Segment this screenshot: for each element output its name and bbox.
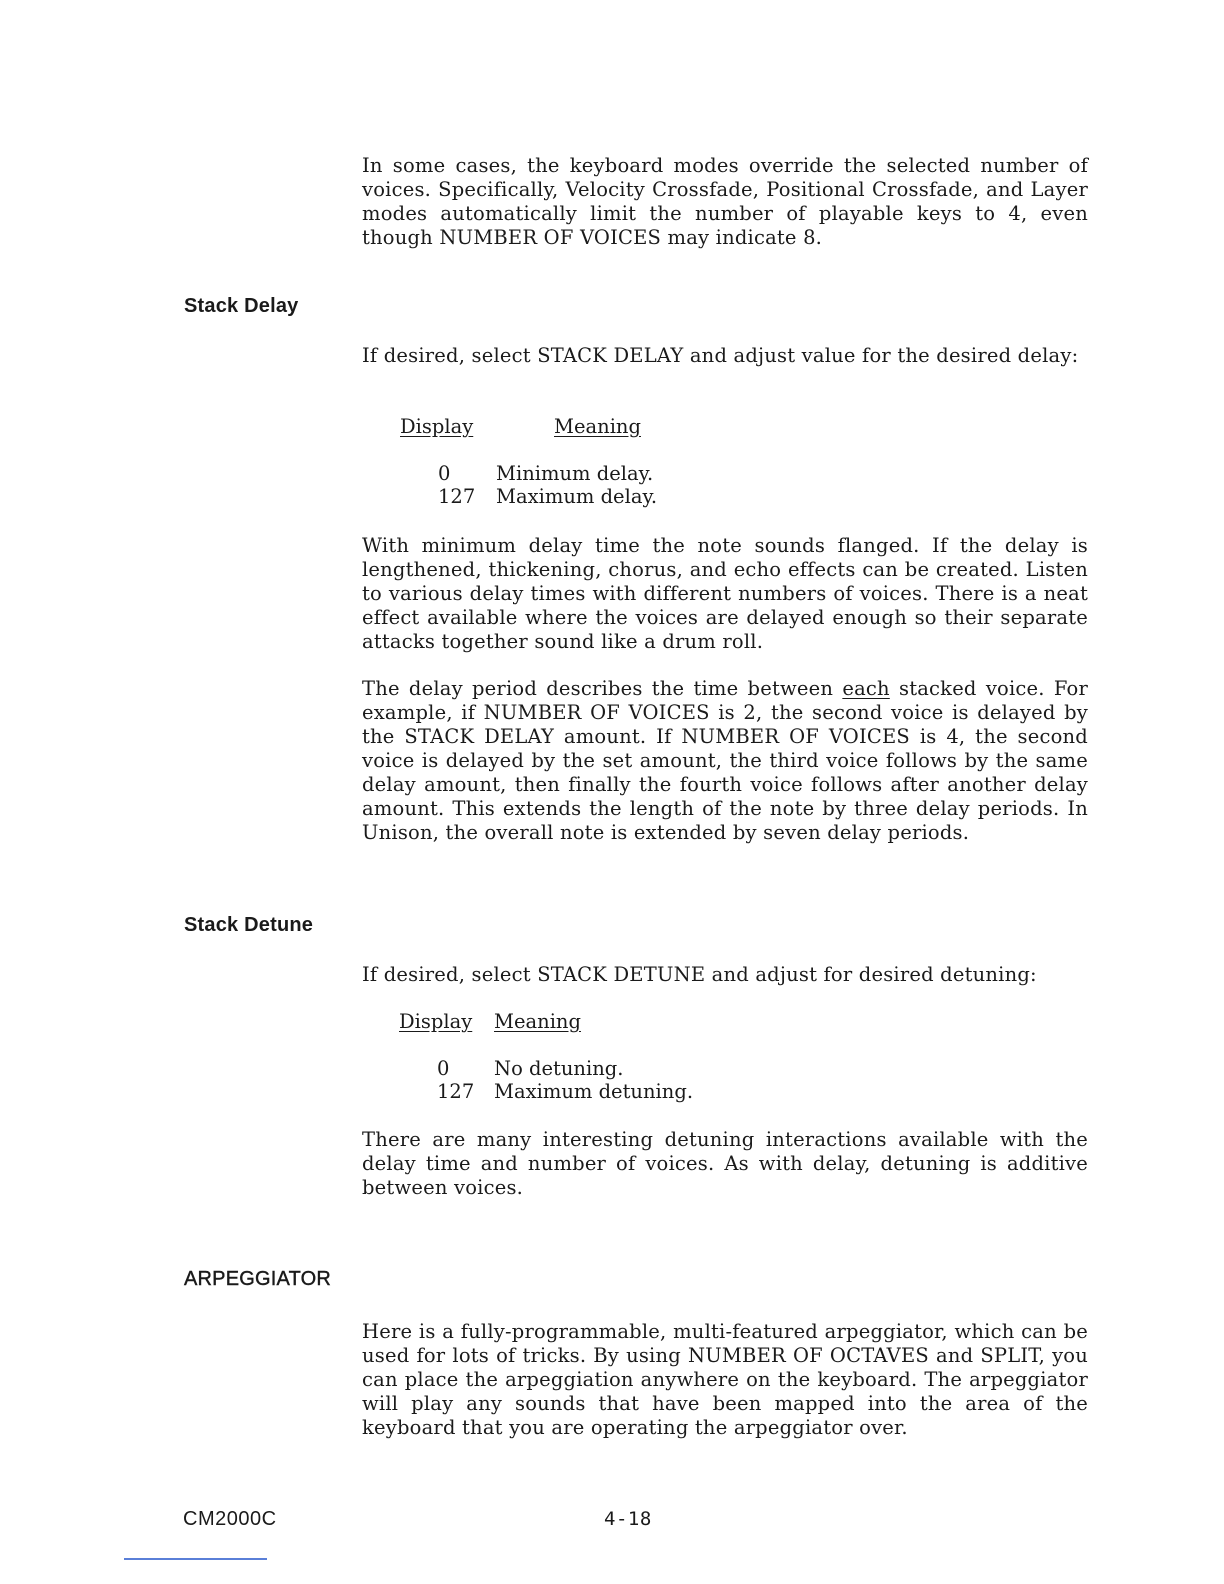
table-row: [437, 1057, 623, 1080]
footer-page-number: 4-18: [604, 1508, 652, 1530]
intro-paragraph: In some cases, the keyboard modes override the selected number of voices. Specifically, Velocity Crossfade, Positional Crossfade, and Layer modes automatically limit the number of playable keys to 4, even though NUMBER OF VOICES may indicate 8.: [362, 154, 1088, 249]
stack-delay-heading: Stack Delay: [184, 295, 299, 317]
emphasis-text: each: [842, 677, 890, 700]
table-row: [438, 485, 657, 508]
stack-delay-paragraph-1: With minimum delay time the note sounds flanged. If the delay is lengthened, thickening, chorus, and echo effects can be created. Listen to various delay times with different numbers of voices. There is a neat effect available where the voices are delayed enough so their separate attacks together sound like a drum roll.: [362, 534, 1088, 653]
stack-detune-col-meaning: Meaning: [494, 1010, 581, 1033]
stack-detune-col-display: Display: [399, 1010, 473, 1033]
stack-delay-paragraph-2: [362, 677, 1088, 845]
page-edge-divider: [124, 1558, 267, 1560]
paragraph-text: The delay period describes the time between: [362, 677, 843, 700]
stack-delay-col-meaning: Meaning: [554, 415, 641, 438]
meaning-value: Maximum delay.: [496, 485, 658, 508]
display-value: 0: [438, 462, 451, 485]
stack-detune-instruction: If desired, select STACK DETUNE and adjust for desired detuning:: [362, 963, 1037, 986]
table-row: [437, 1080, 693, 1103]
display-value: 127: [438, 485, 476, 508]
display-value: 127: [437, 1080, 475, 1103]
stack-delay-instruction: If desired, select STACK DELAY and adjust value for the desired delay:: [362, 344, 1079, 367]
footer-doc-id: CM2000C: [183, 1508, 277, 1530]
arpeggiator-heading: ARPEGGIATOR: [184, 1268, 332, 1290]
meaning-value: Minimum delay.: [496, 462, 654, 485]
paragraph-text: stacked voice. For example, if NUMBER OF VOICES is 2, the second voice is delayed by the STACK DELAY amount. If NUMBER OF VOICES is 4, the second voice is delayed by the set amount, the third voice follows by the same delay amount, then finally the fourth voice follows after another delay amount. This extends the length of the note by three delay periods. In Unison, the overall note is extended by seven delay periods.: [362, 677, 1088, 844]
table-row: [438, 462, 653, 485]
meaning-value: Maximum detuning.: [494, 1080, 694, 1103]
display-value: 0: [437, 1057, 450, 1080]
stack-detune-paragraph: There are many interesting detuning interactions available with the delay time and number of voices. As with delay, detuning is additive between voices.: [362, 1128, 1088, 1199]
arpeggiator-paragraph: Here is a fully-programmable, multi-featured arpeggiator, which can be used for lots of tricks. By using NUMBER OF OCTAVES and SPLIT, you can place the arpeggiation anywhere on the keyboard. The arpeggiator will play any sounds that have been mapped into the area of the keyboard that you are operating the arpeggiator over.: [362, 1320, 1088, 1439]
stack-detune-heading: Stack Detune: [184, 914, 314, 936]
meaning-value: No detuning.: [494, 1057, 624, 1080]
stack-delay-col-display: Display: [400, 415, 474, 438]
